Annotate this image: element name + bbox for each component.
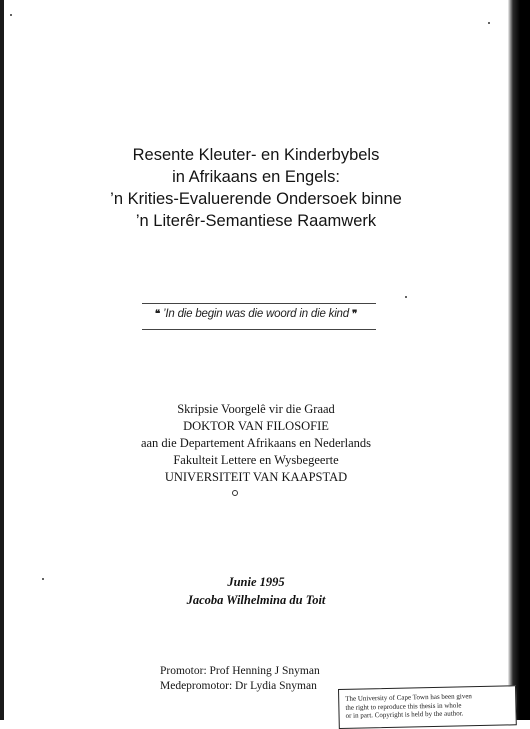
- title-line: in Afrikaans en Engels:: [172, 168, 340, 186]
- thesis-title-page: [4, 0, 508, 720]
- degree-line: aan die Departement Afrikaans en Nederlands: [140, 436, 372, 450]
- medepromotor: Medepromotor: Dr Lydia Snyman: [160, 680, 317, 692]
- motto: [4, 308, 508, 320]
- copyright-stamp: [338, 685, 517, 729]
- motto-text: ’In die begin was die woord in die kind: [163, 308, 349, 320]
- stamp-line: The University of Cape Town has been given: [345, 692, 472, 703]
- scan-right-edge: [508, 0, 530, 720]
- title-line: ’n Literêr-Semantiese Raamwerk: [135, 212, 377, 230]
- degree-line: UNIVERSITEIT VAN KAAPSTAD: [164, 470, 348, 484]
- degree-line: DOKTOR VAN FILOSOFIE: [183, 419, 329, 433]
- motto-top-rule: [142, 303, 376, 304]
- thesis-date: Junie 1995: [227, 575, 285, 589]
- title-line: Resente Kleuter- en Kinderbybels: [132, 146, 380, 164]
- degree-statement: [4, 401, 508, 486]
- motto-bottom-rule: [142, 329, 376, 330]
- scan-speck: [10, 14, 12, 16]
- promotor: Promotor: Prof Henning J Snyman: [160, 665, 320, 677]
- motto-close-quote: ❞: [351, 309, 358, 320]
- degree-line: Skripsie Voorgelê vir die Graad: [177, 402, 335, 416]
- scan-speck: [405, 296, 407, 298]
- scan-speck: [488, 22, 490, 24]
- date-and-author: [4, 573, 508, 609]
- thesis-title: [4, 144, 508, 232]
- stamp-line: or in part. Copyright is held by the author.: [345, 709, 464, 720]
- small-circle-mark: [232, 490, 238, 496]
- author-name: Jacoba Wilhelmina du Toit: [186, 593, 326, 607]
- title-line: ’n Krities-Evaluerende Ondersoek binne: [110, 190, 402, 208]
- promotors: [160, 664, 320, 694]
- motto-open-quote: ❝: [154, 309, 161, 320]
- stamp-line: the right to reproduce this thesis in whole: [345, 700, 462, 712]
- degree-line: Fakulteit Lettere en Wysbegeerte: [173, 453, 339, 467]
